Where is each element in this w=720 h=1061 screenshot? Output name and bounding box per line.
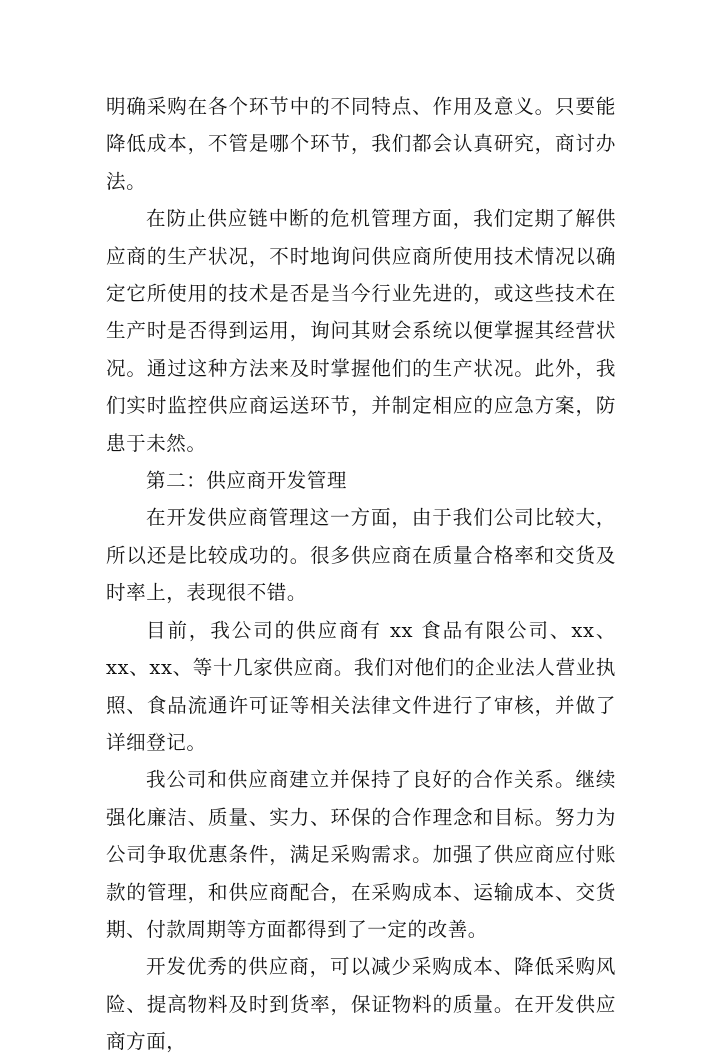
paragraph-6: 开发优秀的供应商，可以减少采购成本、降低采购风险、提高物料及时到货率，保证物料的质量。在开发供应商方面， <box>106 955 616 1054</box>
paragraph-2: 在防止供应链中断的危机管理方面，我们定期了解供应商的生产状况，不时地询问供应商所使用技术情况以确定它所使用的技术是否是当今行业先进的，或这些技术在生产时是否得到运用，询问其财会系统以便掌握其经营状况。通过这种方法来及时掌握他们的生产状况。此外，我们实时监控供应商运送环节，并制定相应的应急方案，防患于未然。 <box>106 207 616 455</box>
paragraph-4: 目前，我公司的供应商有 xx 食品有限公司、xx、xx、xx、等十几家供应商。我们对他们的企业法人营业执照、食品流通许可证等相关法律文件进行了审核，并做了详细登记。 <box>106 618 616 754</box>
paragraph-5: 我公司和供应商建立并保持了良好的合作关系。继续强化廉洁、质量、实力、环保的合作理念和目标。努力为公司争取优惠条件，满足采购需求。加强了供应商应付账款的管理，和供应商配合，在采购成本、运输成本、交货期、付款周期等方面都得到了一定的改善。 <box>106 768 616 941</box>
paragraph-1: 明确采购在各个环节中的不同特点、作用及意义。只要能降低成本，不管是哪个环节，我们都会认真研究，商讨办法。 <box>106 95 616 193</box>
paragraph-3: 在开发供应商管理这一方面，由于我们公司比较大，所以还是比较成功的。很多供应商在质量合格率和交货及时率上，表现很不错。 <box>106 506 616 605</box>
section-heading: 第二：供应商开发管理 <box>146 469 348 493</box>
document-body <box>106 88 616 1061</box>
